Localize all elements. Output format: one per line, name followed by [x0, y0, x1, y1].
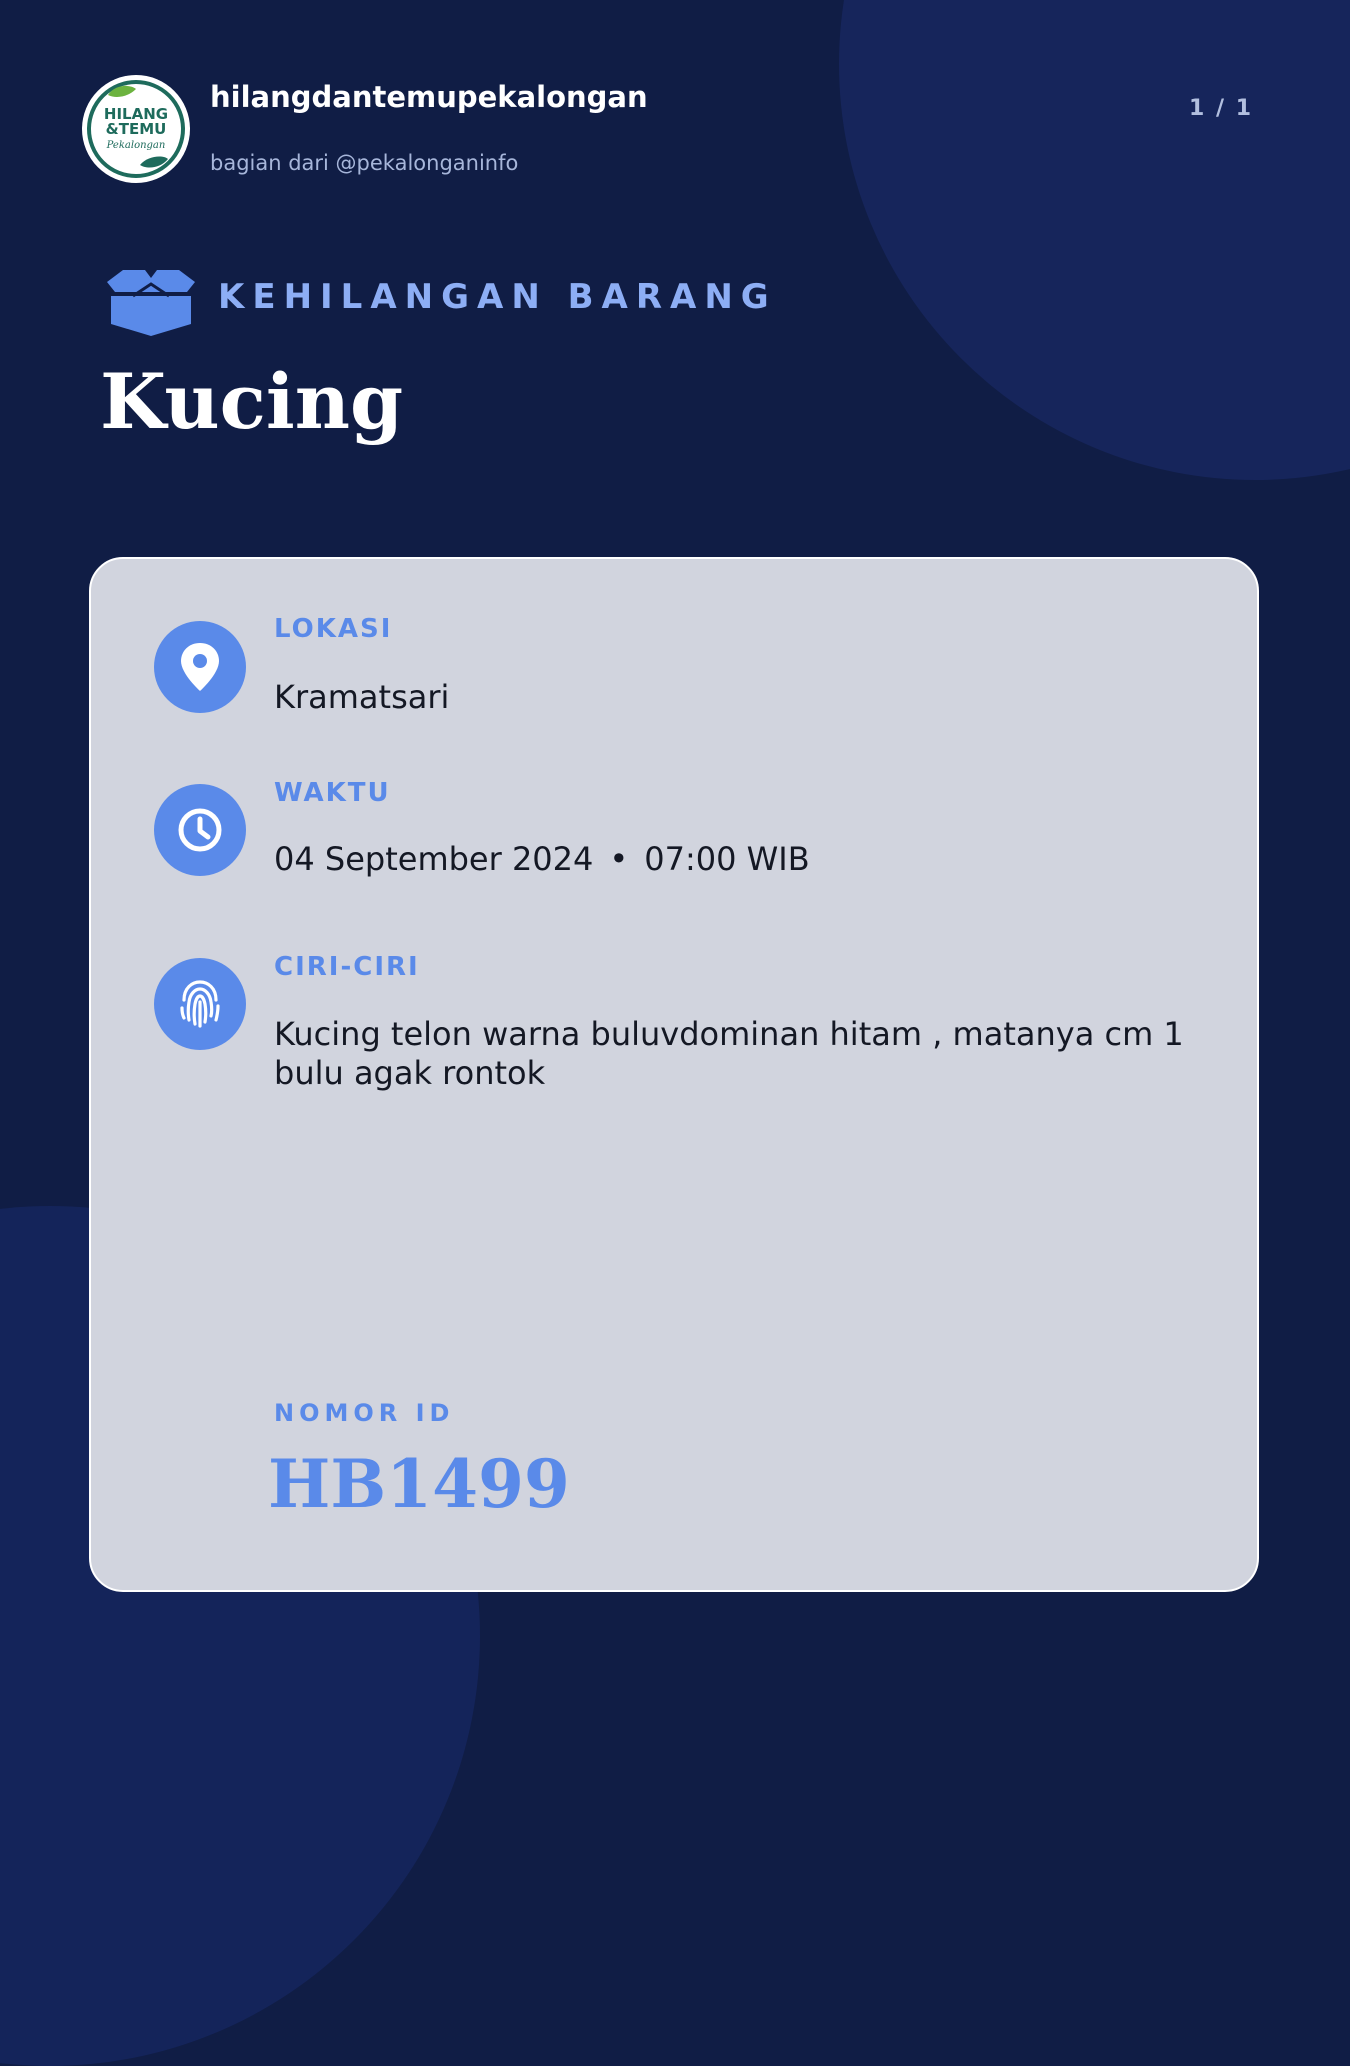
features-label: CIRI-CIRI [274, 952, 420, 982]
clock-icon [154, 784, 246, 876]
location-value: Kramatsari [274, 678, 450, 716]
category-label: KEHILANGAN BARANG [218, 277, 777, 317]
location-pin-icon [154, 621, 246, 713]
id-label: NOMOR ID [274, 1399, 455, 1427]
logo-text-line2: &TEMU [105, 120, 167, 138]
post-title: Kucing [100, 357, 404, 446]
detail-card [89, 557, 1259, 1592]
hour-value: 07:00 WIB [644, 840, 810, 878]
account-name[interactable]: hilangdantemupekalongan [210, 80, 648, 114]
page-counter: 1 / 1 [1189, 96, 1253, 121]
logo-text-line3: Pekalongan [106, 140, 166, 151]
features-value: Kucing telon warna buluvdominan hitam , matanya cm 1 bulu agak rontok [274, 1015, 1184, 1092]
background-circle-top-right [839, 0, 1350, 480]
logo-text-line1: HILANG [103, 105, 169, 123]
id-value: HB1499 [268, 1445, 570, 1523]
location-label: LOKASI [274, 614, 393, 644]
account-avatar-logo[interactable] [82, 75, 190, 183]
fingerprint-icon [154, 958, 246, 1050]
separator-dot: • [609, 840, 629, 878]
hilang-temu-logo [82, 75, 190, 183]
date-value: 04 September 2024 [274, 840, 594, 878]
time-label: WAKTU [274, 778, 391, 808]
box-icon [103, 266, 199, 338]
account-subtitle: bagian dari @pekalonganinfo [210, 151, 519, 175]
time-value [274, 840, 810, 878]
